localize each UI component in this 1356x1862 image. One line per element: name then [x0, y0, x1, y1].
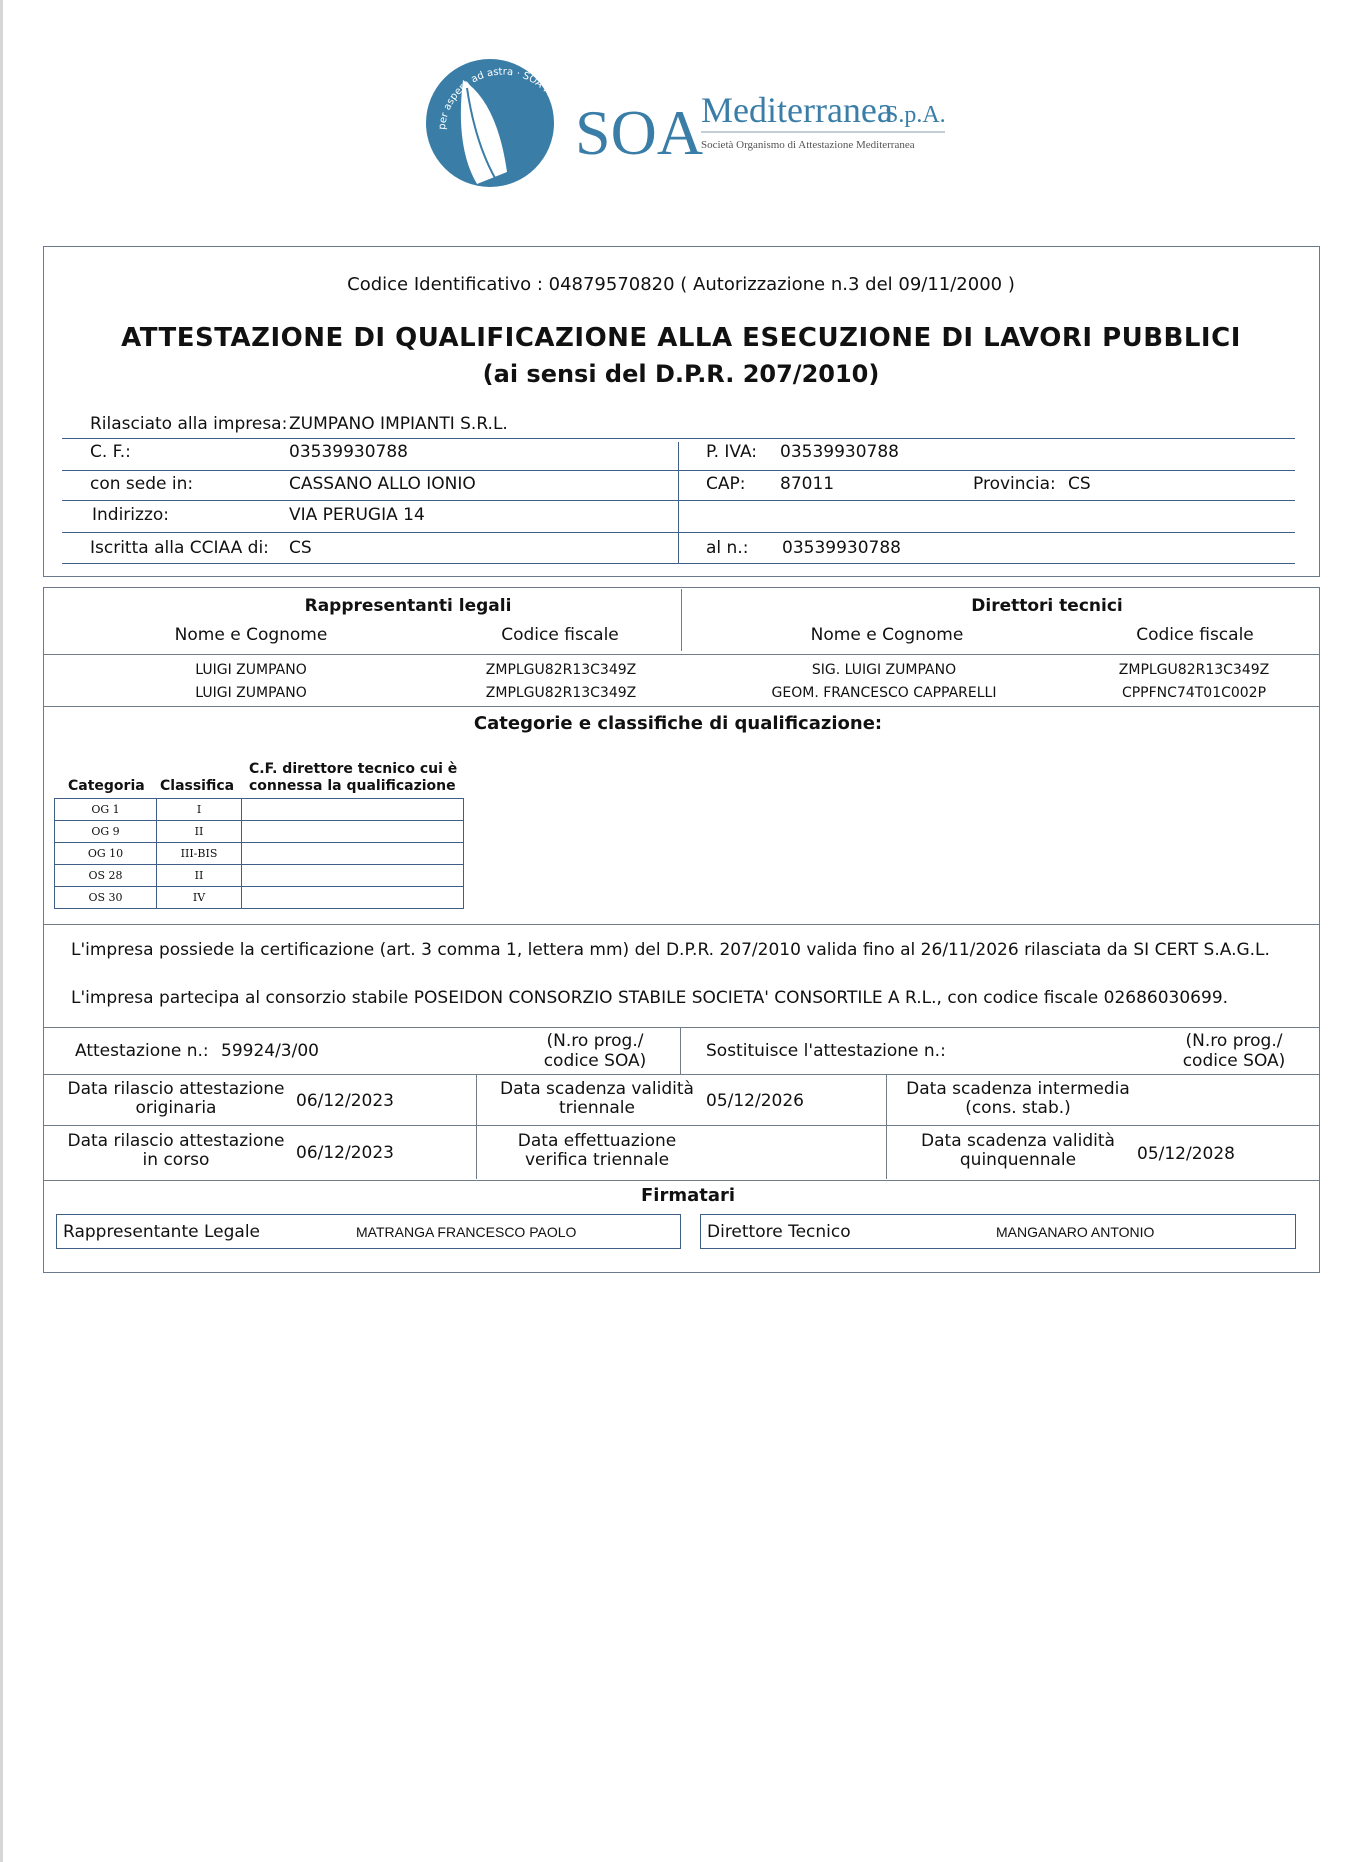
page-edge — [0, 0, 3, 1862]
corso-label2: in corso — [142, 1150, 210, 1170]
signatories-title: Firmatari — [640, 1185, 736, 1206]
legal-col-cf: Codice fiscale — [501, 625, 619, 645]
provincia-label: Provincia: — [973, 474, 1056, 494]
sede-value: CASSANO ALLO IONIO — [289, 474, 476, 494]
company-box — [43, 246, 1320, 577]
logo-seal-icon — [425, 52, 955, 202]
attestation-number-value: 59924/3/00 — [221, 1041, 319, 1061]
table-row — [55, 843, 464, 865]
legal-signatory-label: Rappresentante Legale — [63, 1222, 261, 1242]
consortium-note: L'impresa partecipa al consorzio stabile POSEIDON CONSORZIO STABILE SOCIETA' CONSORTILE A R.L., con codice fiscale 02686030699. — [71, 988, 1229, 1008]
scad-int-label2: (cons. stab.) — [965, 1098, 1071, 1118]
issued-label: Rilasciato alla impresa: — [90, 414, 288, 434]
provincia-value: CS — [1068, 474, 1091, 494]
legal-reps-title: Rappresentanti legali — [304, 596, 512, 616]
scad-tri-label1: Data scadenza validità — [500, 1079, 694, 1099]
svg-text:per aspera ad astra · SOA Medi: per aspera ad astra · SOA Mediterranea S.p.A. — [436, 66, 570, 184]
tech-dir-name-2: GEOM. FRANCESCO CAPPARELLI — [771, 685, 997, 701]
code-line: Codice Identificativo : 04879570820 ( Autorizzazione n.3 del 09/11/2000 ) — [347, 274, 1015, 295]
tech-dir-name-1: SIG. LUIGI ZUMPANO — [811, 662, 957, 678]
scad-tri-value: 05/12/2026 — [706, 1091, 804, 1111]
certification-note: L'impresa possiede la certificazione (art. 3 comma 1, lettera mm) del D.P.R. 207/2010 valida fino al 26/11/2026 rilasciata da SI CERT S.A.G.L. — [71, 940, 1270, 960]
legal-rep-cf-1: ZMPLGU82R13C349Z — [485, 662, 637, 678]
col-cf-line2: connessa la qualificazione — [249, 778, 456, 794]
cap-label: CAP: — [706, 474, 746, 494]
quinq-label1: Data scadenza validità — [921, 1131, 1115, 1151]
prog-line1: (N.ro prog./ — [546, 1031, 644, 1051]
replaces-label: Sostituisce l'attestazione n.: — [706, 1041, 946, 1061]
classifica-cell: III-BIS — [157, 843, 242, 865]
attestation-number-label: Attestazione n.: — [75, 1041, 209, 1061]
cf-cell — [242, 821, 464, 843]
tech-dir-cf-1: ZMPLGU82R13C349Z — [1118, 662, 1270, 678]
prog2-line1: (N.ro prog./ — [1185, 1031, 1283, 1051]
categoria-cell: OS 28 — [55, 865, 157, 887]
document-subtitle: (ai sensi del D.P.R. 207/2010) — [482, 360, 880, 388]
categoria-cell: OG 1 — [55, 799, 157, 821]
col-cf-line1: C.F. direttore tecnico cui è — [249, 761, 458, 777]
classifica-cell: II — [157, 865, 242, 887]
tech-signatory-value: MANGANARO ANTONIO — [996, 1224, 1155, 1240]
tech-dir-cf-2: CPPFNC74T01C002P — [1121, 685, 1267, 701]
soa-logo — [425, 52, 955, 202]
cciaa-value: CS — [289, 538, 312, 558]
cf-cell — [242, 887, 464, 909]
cf-label: C. F.: — [90, 442, 131, 462]
table-row — [55, 887, 464, 909]
categoria-cell: OG 9 — [55, 821, 157, 843]
logo-brand-suffix: S.p.A. — [885, 102, 946, 128]
cf-cell — [242, 843, 464, 865]
corso-value: 06/12/2023 — [296, 1143, 394, 1163]
categories-table — [54, 798, 464, 909]
legal-rep-name-1: LUIGI ZUMPANO — [195, 662, 307, 678]
scad-tri-label2: triennale — [559, 1098, 635, 1118]
tech-col-cf: Codice fiscale — [1136, 625, 1254, 645]
col-classifica: Classifica — [160, 778, 235, 794]
quinq-label2: quinquennale — [959, 1150, 1077, 1170]
aln-label: al n.: — [706, 538, 749, 558]
col-categoria: Categoria — [68, 778, 145, 794]
quinq-value: 05/12/2028 — [1137, 1144, 1235, 1164]
cciaa-label: Iscritta alla CCIAA di: — [90, 538, 269, 558]
indirizzo-label: Indirizzo: — [92, 505, 169, 525]
cap-value: 87011 — [780, 474, 835, 494]
classifica-cell: II — [157, 821, 242, 843]
cf-value: 03539930788 — [289, 442, 408, 462]
logo-brand-short: SOA — [575, 97, 704, 168]
document-title: ATTESTAZIONE DI QUALIFICAZIONE ALLA ESECUZIONE DI LAVORI PUBBLICI — [121, 323, 1241, 353]
corso-label1: Data rilascio attestazione — [67, 1131, 285, 1151]
legal-rep-name-2: LUIGI ZUMPANO — [195, 685, 307, 701]
tech-col-name: Nome e Cognome — [810, 625, 964, 645]
piva-label: P. IVA: — [706, 442, 758, 462]
orig-label1: Data rilascio attestazione — [67, 1079, 285, 1099]
piva-value: 03539930788 — [780, 442, 899, 462]
table-row — [55, 865, 464, 887]
sede-label: con sede in: — [90, 474, 194, 494]
legal-signatory-value: MATRANGA FRANCESCO PAOLO — [356, 1224, 577, 1240]
classifica-cell: I — [157, 799, 242, 821]
categoria-cell: OG 10 — [55, 843, 157, 865]
orig-label2: originaria — [135, 1098, 217, 1118]
classifica-cell: IV — [157, 887, 242, 909]
prog2-line2: codice SOA) — [1182, 1051, 1286, 1071]
orig-value: 06/12/2023 — [296, 1091, 394, 1111]
cf-cell — [242, 865, 464, 887]
table-row — [55, 799, 464, 821]
indirizzo-value: VIA PERUGIA 14 — [289, 505, 425, 525]
tech-signatory-label: Direttore Tecnico — [707, 1222, 851, 1242]
issued-value: ZUMPANO IMPIANTI S.R.L. — [289, 414, 508, 434]
verif-label2: verifica triennale — [524, 1150, 670, 1170]
logo-tagline: Società Organismo di Attestazione Mediterranea — [701, 139, 915, 151]
categories-title: Categorie e classifiche di qualificazione: — [473, 713, 883, 734]
logo-brand-name: Mediterranea — [701, 90, 893, 130]
aln-value: 03539930788 — [782, 538, 901, 558]
scad-int-label1: Data scadenza intermedia — [906, 1079, 1130, 1099]
legal-rep-cf-2: ZMPLGU82R13C349Z — [485, 685, 637, 701]
prog-line2: codice SOA) — [543, 1051, 647, 1071]
categoria-cell: OS 30 — [55, 887, 157, 909]
tech-directors-title: Direttori tecnici — [971, 596, 1123, 616]
verif-label1: Data effettuazione — [517, 1131, 677, 1151]
cf-cell — [242, 799, 464, 821]
legal-col-name: Nome e Cognome — [174, 625, 328, 645]
table-row — [55, 821, 464, 843]
